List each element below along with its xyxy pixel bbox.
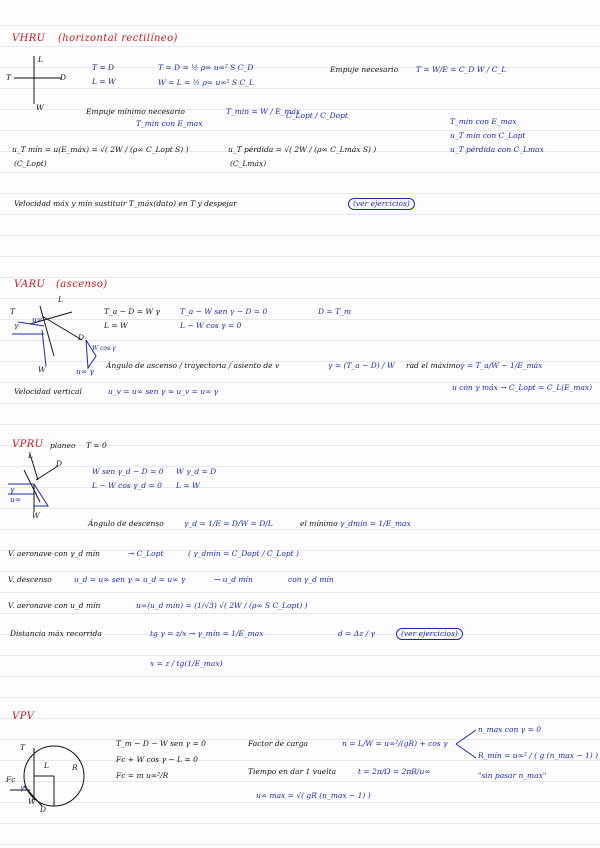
- u-tperdida-formula: u_T pérdida = √( 2W / (ρ∞ C_Lmáx S) ): [228, 145, 377, 154]
- vpv-eq-2: Fc + W cos γ − L = 0: [116, 755, 198, 764]
- varu-eq-thrust: T_a − D = W γ: [104, 307, 160, 316]
- vpv-label-Fc: Fc: [6, 775, 16, 784]
- diagram-label-D: D: [60, 73, 67, 82]
- varu-label-D: D: [78, 333, 85, 342]
- varu-label-T: T: [10, 307, 16, 316]
- gamma-max-note: u con γ máx → C_Lopt = C_L(E_max): [452, 383, 593, 392]
- varu-eq-drag: D = T_m: [318, 307, 351, 316]
- vpru-eq-2: L − W cos γ_d = 0: [92, 481, 162, 490]
- u-max-formula: u∞ max = √( gR (n_max − 1) ): [256, 791, 371, 800]
- min-thrust-label: Empuje mínimo necesario: [86, 107, 185, 116]
- vpru-eq-4: L = W: [176, 481, 200, 490]
- min-thrust-formula: T_min = W / E_máx: [226, 107, 301, 116]
- eq-thrust-expanded: T = D = ½ ρ∞ u∞² S C_D: [158, 63, 254, 72]
- gamma-d-formula: γ_d = 1/E = D/W = D/L: [184, 519, 273, 528]
- varu-label-L: L: [58, 295, 63, 304]
- u-tmin-formula: u_T mín = u(E_máx) = √( 2W / (ρ∞ C_Lopt S) ): [12, 145, 189, 154]
- row2-formula: u_d = u∞ sen γ ≈ u_d = u∞ γ: [74, 575, 186, 584]
- gamma-d-min-text: el mínimo: [300, 519, 338, 528]
- eq-weight-expanded: W = L = ½ ρ∞ u∞² S C_L: [158, 78, 254, 87]
- note-tmin: T_min con E_max: [450, 117, 517, 126]
- section-subtitle-vpru: planeo: [50, 441, 76, 450]
- u-tperdida-sub: (C_Lmáx): [230, 159, 267, 168]
- vertical-velocity-formula: u_v = u∞ sen γ ≈ u_v = u∞ γ: [108, 387, 219, 396]
- vpru-eq-1: W sen γ_d − D = 0: [92, 467, 164, 476]
- gamma-max-text: rad el máximo: [406, 361, 461, 370]
- gamma-formula: γ = (T_a − D) / W: [328, 361, 395, 370]
- varu-label-W: W: [38, 365, 46, 374]
- vpv-label-R: R: [72, 763, 78, 772]
- row4-formula: tg γ = z/x → γ_mín = 1/E_max: [150, 629, 264, 638]
- eq-t-equals-d: T = D: [92, 63, 115, 72]
- row2-arrow: → u_d mín: [214, 575, 253, 584]
- varu-eq-lift-2: L − W cos γ = 0: [180, 321, 242, 330]
- varu-label-gamma: γ: [14, 321, 19, 330]
- section-title-vpv: VPV: [12, 711, 35, 722]
- gamma-max-formula: γ = T_a/W − 1/E_máx: [460, 361, 543, 370]
- see-exercises-link-2[interactable]: (ver ejercicios): [396, 628, 463, 640]
- row2-label: V. descenso: [8, 575, 52, 584]
- gamma-d-min-formula: γ_dmín = 1/E_max: [340, 519, 411, 528]
- branch-note: "sin pasar n_max": [478, 771, 547, 780]
- vpv-label-W: W: [28, 797, 36, 806]
- vertical-velocity-label: Velocidad vertical: [14, 387, 82, 396]
- vpru-label-W: W: [32, 511, 40, 520]
- varu-label-cos: W cos γ: [92, 345, 116, 352]
- vpru-eq-3: W γ_d = D: [176, 467, 217, 476]
- loop-time-label: Tiempo en dar 1 vuelta: [248, 767, 337, 776]
- section-subtitle-varu: (ascenso): [56, 279, 108, 290]
- vpv-label-T: T: [20, 743, 26, 752]
- row5-formula: x = z / tg(1/E_max): [150, 659, 223, 668]
- diagram-label-L: L: [38, 55, 43, 64]
- u-tmin-sub: (C_Lopt): [14, 159, 47, 168]
- climb-angle-text: Ángulo de ascenso / trayectoria / asiento de v: [106, 361, 280, 370]
- section-title-vhru: VHRU: [12, 33, 46, 44]
- load-factor-formula: n = L/W = u∞²/(gR) + cos γ: [342, 739, 448, 748]
- thrust-label: Empuje necesario: [330, 65, 399, 74]
- vpru-label-L: L: [28, 451, 33, 460]
- vpv-label-D: D: [40, 805, 47, 814]
- vpv-label-L: L: [44, 761, 49, 770]
- varu-eq-thrust-2: T_a − W sen γ − D = 0: [180, 307, 268, 316]
- row1-arrow: → C_Lopt: [128, 549, 164, 558]
- vpv-eq-3: Fc = m u∞²/R: [116, 771, 169, 780]
- diagram-label-W: W: [36, 103, 44, 112]
- vpru-label-u: u∞: [10, 495, 22, 504]
- descent-angle-text: Ángulo de descenso: [88, 519, 164, 528]
- thrust-formula: T = W/E = C_D W / C_L: [416, 65, 507, 74]
- max-min-velocity-text: Velocidad máx y mín sustituir T_máx(dato) en T y despejar: [14, 199, 237, 208]
- vpv-label-gamma: γ: [20, 783, 25, 792]
- row4-distance: d = Δz / γ: [338, 629, 375, 638]
- branch-nmax: n_max con γ = 0: [478, 725, 542, 734]
- load-factor-label: Factor de carga: [248, 739, 309, 748]
- row1-formula: ( γ_dmín = C_Dopt / C_Lopt ): [188, 549, 299, 558]
- varu-eq-lift: L = W: [104, 321, 128, 330]
- row2-tail: con γ_d mín: [288, 575, 334, 584]
- section-title-varu: VARU: [14, 279, 46, 290]
- min-thrust-sub: T_min con E_max: [136, 119, 203, 128]
- branch-rmin: R_mín = u∞² / ( g (n_max − 1) ): [478, 751, 599, 760]
- row3-formula: u∞(u_d mín) = (1/√3) √( 2W / (ρ∞ S C_Lopt) ): [136, 601, 308, 610]
- row4-label: Distancia máx recorrida: [10, 629, 102, 638]
- varu-label-vertical: u∞ γ: [76, 367, 94, 376]
- row1-label: V. aeronave con γ_d mín: [8, 549, 100, 558]
- row3-label: V. aeronave con u_d mín: [8, 601, 101, 610]
- vpru-label-D: D: [56, 459, 63, 468]
- eq-l-equals-w: L = W: [92, 77, 116, 86]
- note-utperdida: u_T pérdida con C_Lmax: [450, 145, 544, 154]
- loop-time-formula: t = 2π/Ω = 2πR/u∞: [358, 767, 431, 776]
- vpv-eq-1: T_m − D − W sen γ = 0: [116, 739, 206, 748]
- varu-label-u: u∞: [32, 315, 44, 324]
- min-thrust-arrow: C_Lopt / C_Dopt: [286, 111, 348, 120]
- vpru-t-zero: T = 0: [86, 441, 107, 450]
- vpru-label-gamma: γ: [10, 485, 15, 494]
- see-exercises-link-1[interactable]: (ver ejercicios): [348, 198, 415, 210]
- note-utmin: u_T mín con C_Lopt: [450, 131, 526, 140]
- section-title-vpru: VPRU: [12, 439, 44, 450]
- diagram-label-T: T: [6, 73, 12, 82]
- section-subtitle-vhru: (horizontal rectilíneo): [58, 33, 178, 44]
